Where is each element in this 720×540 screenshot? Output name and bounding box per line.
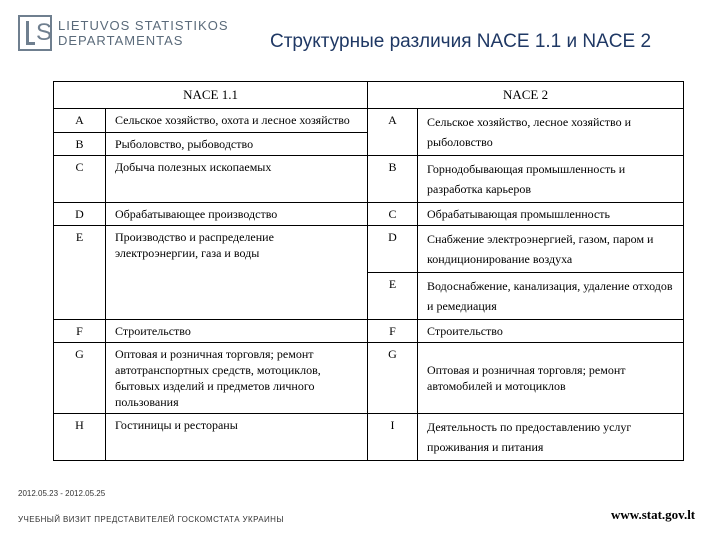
nace2-code: E <box>368 273 418 320</box>
nace2-code: F <box>368 320 418 343</box>
table-header-row <box>54 82 684 109</box>
nace11-code: C <box>54 156 106 203</box>
nace11-code: H <box>54 414 106 461</box>
nace2-code: G <box>368 343 418 414</box>
nace2-section: Снабжение электроэнергией, газом, паром и кондиционирование воздуха <box>418 226 684 273</box>
nace11-code: G <box>54 343 106 414</box>
footer-event: УЧЕБНЫЙ ВИЗИТ ПРЕДСТАВИТЕЛЕЙ ГОСКОМСТАТА УКРАИНЫ <box>18 515 284 524</box>
nace11-section: Рыболовство, рыбоводство <box>106 132 368 156</box>
nace11-header: NACE 1.1 <box>54 82 368 109</box>
nace2-code: B <box>368 156 418 203</box>
nace2-code: A <box>368 109 418 156</box>
nace11-section: Обрабатывающее производство <box>106 203 368 226</box>
table-row <box>54 203 684 226</box>
table-row <box>54 343 684 414</box>
footer-url-link[interactable]: www.stat.gov.lt <box>611 507 696 522</box>
nace2-section: Горнодобывающая промышленность и разработка карьеров <box>418 156 684 203</box>
table-row <box>54 414 684 461</box>
nace2-code: I <box>368 414 418 461</box>
footer-date: 2012.05.23 - 2012.05.25 <box>18 489 106 498</box>
page-title: Структурные различия NACE 1.1 и NACE 2 <box>270 31 652 52</box>
nace-comparison-table <box>53 81 684 461</box>
nace2-section: Водоснабжение, канализация, удаление отходов и ремедиация <box>418 273 684 320</box>
nace11-section: Оптовая и розничная торговля; ремонт автотранспортных средств, мотоциклов, бытовых изделий и предметов личного пользования <box>106 343 368 414</box>
nace2-section: Сельское хозяйство, лесное хозяйство и рыболовство <box>418 109 684 156</box>
nace11-section: Строительство <box>106 320 368 343</box>
nace2-section: Обрабатывающая промышленность <box>418 203 684 226</box>
nace2-section: Оптовая и розничная торговля; ремонт автомобилей и мотоциклов <box>418 343 684 414</box>
nace2-section: Деятельность по предоставлению услуг проживания и питания <box>418 414 684 461</box>
logo-text <box>58 18 229 48</box>
nace11-code: F <box>54 320 106 343</box>
nace2-header: NACE 2 <box>368 82 684 109</box>
nace11-code: B <box>54 132 106 156</box>
nace2-section: Строительство <box>418 320 684 343</box>
nace11-code: A <box>54 109 106 133</box>
table-row <box>54 226 684 273</box>
logo-line-2: DEPARTAMENTAS <box>58 33 184 48</box>
nace11-section: Сельское хозяйство, охота и лесное хозяйство <box>106 109 368 133</box>
table-row <box>54 109 684 133</box>
logo-line-1: LIETUVOS STATISTIKOS <box>58 18 229 33</box>
nace11-code: D <box>54 203 106 226</box>
nace11-section: Гостиницы и рестораны <box>106 414 368 461</box>
nace11-section: Производство и распределение электроэнергии, газа и воды <box>106 226 368 320</box>
table-row <box>54 156 684 203</box>
nace11-section: Добыча полезных ископаемых <box>106 156 368 203</box>
nace11-code: E <box>54 226 106 320</box>
logo <box>18 15 229 57</box>
nace2-code: C <box>368 203 418 226</box>
nace2-code: D <box>368 226 418 273</box>
table-row <box>54 320 684 343</box>
logo-mark-icon: S <box>18 15 52 51</box>
